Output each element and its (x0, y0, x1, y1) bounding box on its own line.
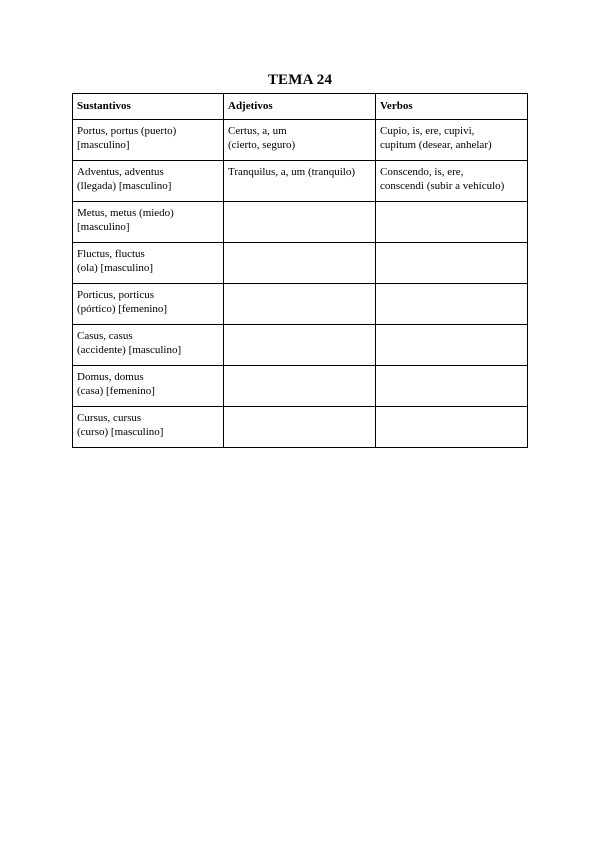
cell-line: Tranquilus, a, um (tranquilo) (228, 166, 355, 178)
adjective-cell (224, 325, 376, 366)
table-body (73, 120, 528, 448)
table-row (73, 325, 528, 366)
adjective-cell (224, 243, 376, 284)
header-adjetivos: Adjetivos (224, 94, 376, 120)
adjective-cell (224, 407, 376, 448)
vocabulary-table (72, 93, 528, 448)
page-title: TEMA 24 (267, 72, 333, 88)
table-row (73, 120, 528, 161)
noun-cell (73, 161, 224, 202)
cell-line: (curso) [masculino] (77, 426, 164, 438)
cell-line: (casa) [femenino] (77, 385, 155, 397)
cell-line: (accidente) [masculino] (77, 344, 182, 356)
adjective-cell (224, 202, 376, 243)
verb-cell (376, 161, 528, 202)
cell-line: (ola) [masculino] (77, 262, 154, 274)
cell-line: [masculino] (77, 221, 130, 233)
noun-cell (73, 325, 224, 366)
adjective-cell (224, 366, 376, 407)
verb-cell (376, 202, 528, 243)
verb-cell (376, 120, 528, 161)
noun-cell (73, 284, 224, 325)
table-row (73, 202, 528, 243)
cell-line: [masculino] (77, 139, 130, 151)
cell-line: Casus, casus (77, 330, 133, 342)
verb-cell (376, 325, 528, 366)
cell-line: (pórtico) [femenino] (77, 303, 168, 315)
table-row (73, 243, 528, 284)
adjective-cell (224, 161, 376, 202)
cell-line: Cupio, is, ere, cupivi, (380, 125, 475, 137)
cell-line: cupitum (desear, anhelar) (380, 139, 492, 151)
cell-line: Conscendo, is, ere, (380, 166, 464, 178)
table-row (73, 407, 528, 448)
table-header-row (73, 94, 528, 120)
cell-line: Fluctus, fluctus (77, 248, 145, 260)
table-row (73, 284, 528, 325)
noun-cell (73, 202, 224, 243)
verb-cell (376, 284, 528, 325)
cell-line: Portus, portus (puerto) (77, 125, 177, 137)
noun-cell (73, 407, 224, 448)
cell-line: Cursus, cursus (77, 412, 142, 424)
adjective-cell (224, 120, 376, 161)
cell-line: Certus, a, um (228, 125, 287, 137)
cell-line: (llegada) [masculino] (77, 180, 172, 192)
table-row (73, 161, 528, 202)
adjective-cell (224, 284, 376, 325)
cell-line: conscendi (subir a vehículo) (380, 180, 505, 192)
noun-cell (73, 243, 224, 284)
cell-line: Domus, domus (77, 371, 144, 383)
noun-cell (73, 120, 224, 161)
table-row (73, 366, 528, 407)
noun-cell (73, 366, 224, 407)
cell-line: Metus, metus (miedo) (77, 207, 174, 219)
cell-line: Porticus, porticus (77, 289, 154, 301)
header-verbos: Verbos (376, 94, 528, 120)
cell-line: Adventus, adventus (77, 166, 164, 178)
verb-cell (376, 243, 528, 284)
cell-line: (cierto, seguro) (228, 139, 296, 151)
verb-cell (376, 366, 528, 407)
verb-cell (376, 407, 528, 448)
header-sustantivos: Sustantivos (73, 94, 224, 120)
